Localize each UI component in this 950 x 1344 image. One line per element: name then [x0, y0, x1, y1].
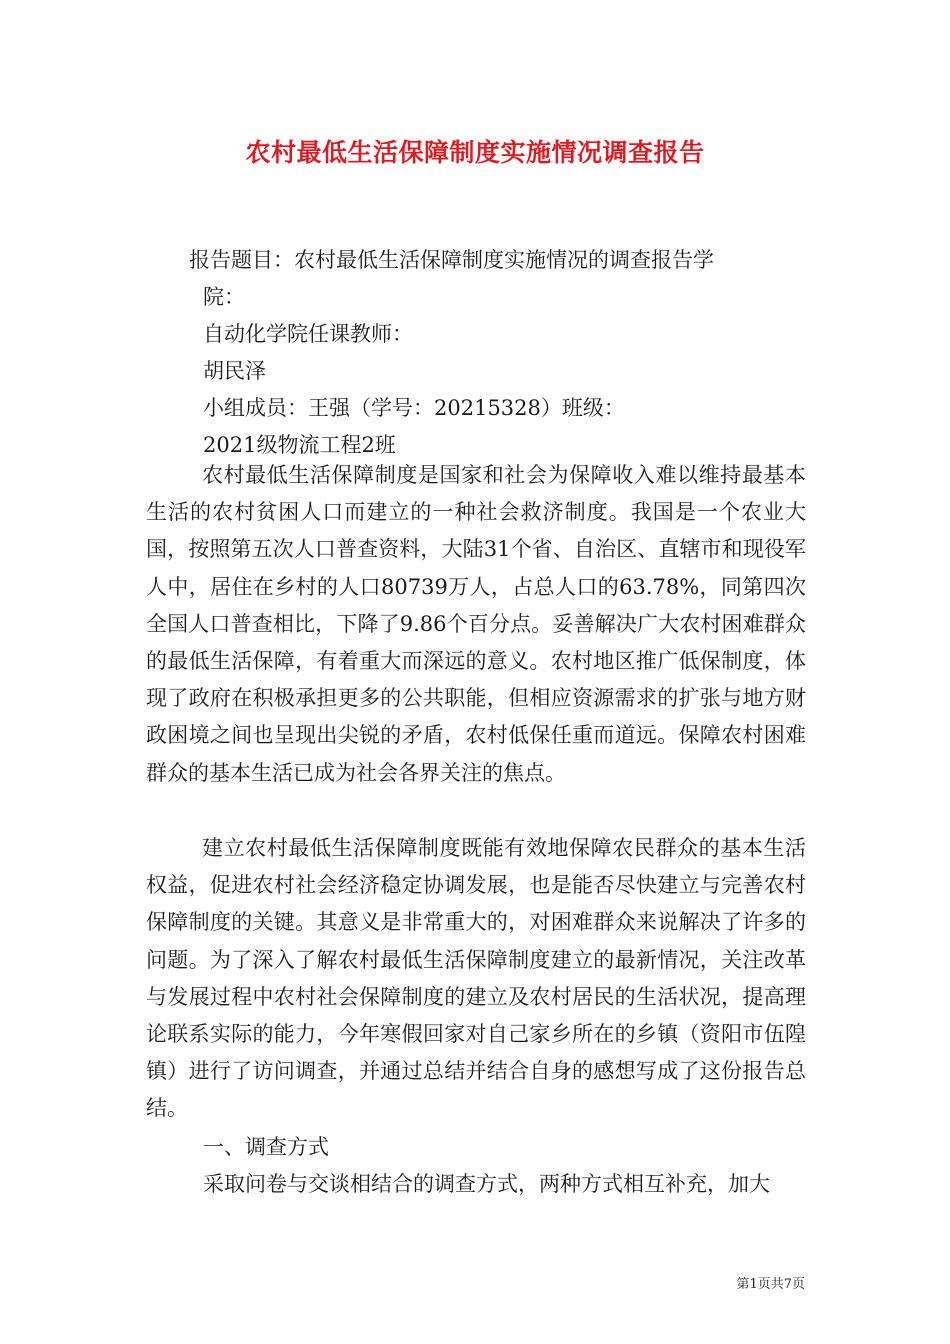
body-paragraph-1: 农村最低生活保障制度是国家和社会为保障收入难以维持最基本生活的农村贫困人口而建立的一种社会救济制度。我国是一个农业大国，按照第五次人口普查资料，大陆31个省、自治区、直辖市和现役军人中，居住在乡村的人口80739万人，占总人口的63.78%，同第四次全国人口普查相比，下降了9.86个百分点。妥善解决广大农村困难群众的最低生活保障，有着重大而深远的意义。农村地区推广低保制度，体现了政府在积极承担更多的公共职能，但相应资源需求的扩张与地方财政困境之间也呈现出尖锐的矛盾，农村低保任重而道远。保障农村困难群众的基本生活已成为社会各界关注的焦点。	[146, 463, 806, 785]
body-last-line: 采取问卷与交谈相结合的调查方式，两种方式相互补充，加大	[203, 1172, 770, 1196]
college-label-line: 院：	[203, 285, 245, 309]
class-name-line: 2021级物流工程2班	[203, 433, 396, 457]
section-heading: 一、调查方式	[203, 1135, 329, 1159]
members-class-line: 小组成员：王强（学号：20215328）班级：	[203, 396, 625, 420]
college-teacher-line: 自动化学院任课教师：	[203, 322, 413, 346]
body-paragraph-2: 建立农村最低生活保障制度既能有效地保障农民群众的基本生活权益，促进农村社会经济稳定协调发展，也是能否尽快建立与完善农村保障制度的关键。其意义是非常重大的，对困难群众来说解决了许多的问题。为了深入了解农村最低生活保障制度建立的最新情况，关注改革与发展过程中农村社会保障制度的建立及农村居民的生活状况，提高理论联系实际的能力，今年寒假回家对自己家乡所在的乡镇（资阳市伍隍镇）进行了访问调查，并通过总结并结合自身的感想写成了这份报告总结。	[146, 836, 806, 1121]
page-number-footer: 第1页共7页	[736, 1277, 805, 1292]
teacher-name-line: 胡民泽	[203, 359, 266, 383]
report-topic-line: 报告题目：农村最低生活保障制度实施情况的调查报告学	[189, 248, 714, 272]
document-title: 农村最低生活保障制度实施情况调查报告	[245, 138, 705, 167]
